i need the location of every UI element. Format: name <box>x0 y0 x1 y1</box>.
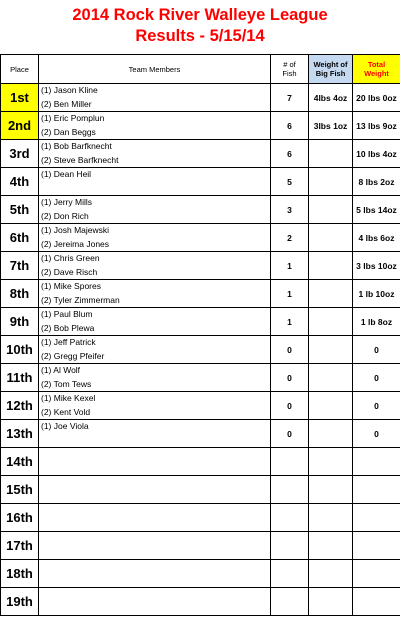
place-cell: 3rd <box>1 140 39 168</box>
total-weight-cell <box>353 476 400 504</box>
place-cell: 9th <box>1 308 39 336</box>
member-1: (1) Jason Kline <box>41 85 98 95</box>
member-2: (2) Tom Tews <box>41 378 92 389</box>
place-cell: 11th <box>1 364 39 392</box>
member-2 <box>41 602 270 616</box>
fish-count-cell <box>271 560 309 588</box>
table-row <box>1 392 400 420</box>
member-1: (1) Al Wolf <box>41 365 81 375</box>
table-row <box>1 588 400 616</box>
member-2 <box>41 574 270 588</box>
place-cell: 15th <box>1 476 39 504</box>
member-2 <box>41 434 270 448</box>
members-cell <box>39 476 271 504</box>
member-2: (2) Dave Risch <box>41 266 98 277</box>
member-2: (2) Steve Barfknecht <box>41 154 119 165</box>
member-1 <box>41 532 270 546</box>
member-1: (1) Paul Blum <box>41 309 93 319</box>
fish-count-cell <box>271 588 309 616</box>
member-2: (2) Dan Beggs <box>41 126 96 137</box>
table-row <box>1 364 400 392</box>
table-row <box>1 308 400 336</box>
total-weight-cell <box>353 532 400 560</box>
total-weight-header: Total Weight <box>353 55 400 84</box>
total-weight-cell <box>353 560 400 588</box>
place-cell: 1st <box>1 84 39 112</box>
table-row <box>1 476 400 504</box>
place-cell: 17th <box>1 532 39 560</box>
total-weight-cell: 0 <box>353 392 400 420</box>
member-1 <box>41 476 270 490</box>
total-weight-cell: 1 lb 10oz <box>353 280 400 308</box>
big-fish-cell <box>309 280 353 308</box>
table-row <box>1 280 400 308</box>
fish-count-cell: 7 <box>271 84 309 112</box>
members-cell <box>39 364 271 392</box>
big-fish-cell <box>309 588 353 616</box>
member-2 <box>41 518 270 532</box>
place-cell: 16th <box>1 504 39 532</box>
fish-count-header: # of Fish <box>271 55 309 84</box>
big-fish-cell <box>309 196 353 224</box>
table-row <box>1 224 400 252</box>
members-cell <box>39 280 271 308</box>
place-header: Place <box>1 55 39 84</box>
big-fish-cell: 3lbs 1oz <box>309 112 353 140</box>
member-1: (1) Joe Viola <box>41 421 89 431</box>
fish-count-cell: 5 <box>271 168 309 196</box>
members-cell <box>39 168 271 196</box>
place-cell: 12th <box>1 392 39 420</box>
fish-count-cell: 2 <box>271 224 309 252</box>
place-cell: 8th <box>1 280 39 308</box>
fish-count-cell: 6 <box>271 112 309 140</box>
place-cell: 19th <box>1 588 39 616</box>
fish-count-cell: 0 <box>271 420 309 448</box>
member-2: (2) Bob Plewa <box>41 322 95 333</box>
fish-count-cell <box>271 448 309 476</box>
fish-count-cell <box>271 476 309 504</box>
members-cell <box>39 532 271 560</box>
total-weight-cell: 8 lbs 2oz <box>353 168 400 196</box>
members-cell <box>39 308 271 336</box>
member-2 <box>41 546 270 560</box>
big-fish-cell <box>309 504 353 532</box>
big-fish-cell <box>309 532 353 560</box>
fish-count-cell: 0 <box>271 364 309 392</box>
place-cell: 2nd <box>1 112 39 140</box>
member-1: (1) Jerry Mills <box>41 197 92 207</box>
total-weight-cell: 1 lb 8oz <box>353 308 400 336</box>
members-cell <box>39 420 271 448</box>
big-fish-cell <box>309 224 353 252</box>
member-2: (2) Tyler Zimmerman <box>41 294 120 305</box>
fish-count-cell: 1 <box>271 280 309 308</box>
big-fish-header: Weight of Big Fish <box>309 55 353 84</box>
fish-count-cell: 3 <box>271 196 309 224</box>
member-1: (1) Eric Pomplun <box>41 113 105 123</box>
table-row <box>1 196 400 224</box>
total-weight-cell: 0 <box>353 336 400 364</box>
place-cell: 14th <box>1 448 39 476</box>
big-fish-cell <box>309 336 353 364</box>
member-1: (1) Mike Spores <box>41 281 101 291</box>
fish-count-cell: 1 <box>271 308 309 336</box>
fish-count-cell <box>271 504 309 532</box>
member-1: (1) Dean Heil <box>41 169 92 179</box>
member-1: (1) Bob Barfknecht <box>41 141 112 151</box>
fish-count-cell: 0 <box>271 392 309 420</box>
big-fish-cell <box>309 392 353 420</box>
table-row <box>1 448 400 476</box>
total-weight-cell: 3 lbs 10oz <box>353 252 400 280</box>
total-weight-cell <box>353 504 400 532</box>
total-weight-cell: 13 lbs 9oz <box>353 112 400 140</box>
members-cell <box>39 196 271 224</box>
member-1 <box>41 504 270 518</box>
table-row <box>1 168 400 196</box>
total-weight-cell: 0 <box>353 364 400 392</box>
member-1: (1) Jeff Patrick <box>41 337 96 347</box>
member-1: (1) Josh Majewski <box>41 225 110 235</box>
fish-count-cell: 0 <box>271 336 309 364</box>
members-cell <box>39 336 271 364</box>
big-fish-cell <box>309 168 353 196</box>
members-cell <box>39 112 271 140</box>
place-cell: 7th <box>1 252 39 280</box>
table-row <box>1 140 400 168</box>
place-cell: 6th <box>1 224 39 252</box>
big-fish-cell <box>309 364 353 392</box>
total-weight-cell <box>353 448 400 476</box>
page-subtitle: Results - 5/15/14 <box>135 27 265 45</box>
table-row <box>1 252 400 280</box>
member-2 <box>41 462 270 476</box>
members-cell <box>39 392 271 420</box>
place-cell: 5th <box>1 196 39 224</box>
members-header: Team Members <box>39 55 271 84</box>
fish-count-cell <box>271 532 309 560</box>
big-fish-cell <box>309 420 353 448</box>
member-1: (1) Chris Green <box>41 253 100 263</box>
results-table <box>0 54 400 616</box>
fish-count-cell: 1 <box>271 252 309 280</box>
members-cell <box>39 224 271 252</box>
total-weight-cell: 20 lbs 0oz <box>353 84 400 112</box>
members-cell <box>39 252 271 280</box>
total-weight-cell: 0 <box>353 420 400 448</box>
big-fish-cell <box>309 252 353 280</box>
place-cell: 4th <box>1 168 39 196</box>
header-row <box>1 55 400 84</box>
member-2: (2) Jereima Jones <box>41 238 110 249</box>
place-cell: 13th <box>1 420 39 448</box>
members-cell <box>39 504 271 532</box>
table-row <box>1 420 400 448</box>
table-row <box>1 532 400 560</box>
members-cell <box>39 84 271 112</box>
member-2: (2) Gregg Pfeifer <box>41 350 105 361</box>
fish-count-cell: 6 <box>271 140 309 168</box>
big-fish-cell: 4lbs 4oz <box>309 84 353 112</box>
member-2 <box>41 182 270 196</box>
total-weight-cell: 5 lbs 14oz <box>353 196 400 224</box>
big-fish-cell <box>309 560 353 588</box>
total-weight-cell: 10 lbs 4oz <box>353 140 400 168</box>
table-row <box>1 336 400 364</box>
member-2: (2) Kent Vold <box>41 406 91 417</box>
members-cell <box>39 448 271 476</box>
member-2 <box>41 490 270 504</box>
table-row <box>1 84 400 112</box>
member-2: (2) Ben Miller <box>41 98 92 109</box>
place-cell: 10th <box>1 336 39 364</box>
total-weight-cell <box>353 588 400 616</box>
member-1: (1) Mike Kexel <box>41 393 96 403</box>
total-weight-cell: 4 lbs 6oz <box>353 224 400 252</box>
table-row <box>1 112 400 140</box>
big-fish-cell <box>309 140 353 168</box>
page-title: 2014 Rock River Walleye League <box>72 6 328 24</box>
place-cell: 18th <box>1 560 39 588</box>
member-1 <box>41 448 270 462</box>
member-1 <box>41 560 270 574</box>
members-cell <box>39 140 271 168</box>
members-cell <box>39 560 271 588</box>
page-header <box>0 0 400 54</box>
table-row <box>1 560 400 588</box>
member-1 <box>41 588 270 602</box>
big-fish-cell <box>309 476 353 504</box>
big-fish-cell <box>309 448 353 476</box>
big-fish-cell <box>309 308 353 336</box>
members-cell <box>39 588 271 616</box>
member-2: (2) Don Rich <box>41 210 89 221</box>
table-row <box>1 504 400 532</box>
